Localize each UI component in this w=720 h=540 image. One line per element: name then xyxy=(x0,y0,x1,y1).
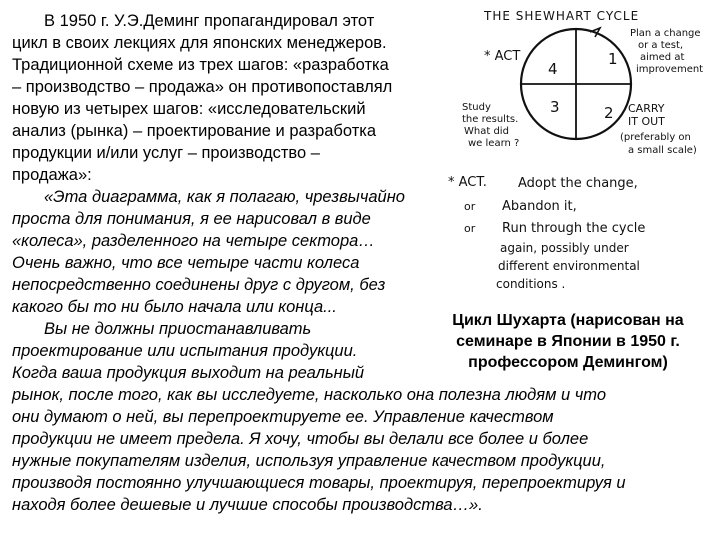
sketch-title: THE SHEWHART CYCLE xyxy=(484,9,640,23)
sector-number-1: 1 xyxy=(608,50,618,68)
study-line-3: What did xyxy=(464,126,509,137)
conditions-text: conditions . xyxy=(496,277,566,291)
quote-line-11: они думают о ней, вы перепроектируете ее. Управление качеством xyxy=(12,408,554,426)
quote-line-1: «Эта диаграмма, как я полагаю, чрезвычайно xyxy=(44,188,405,206)
carry-line-3: (preferably on xyxy=(620,132,691,143)
sector-number-2: 2 xyxy=(604,104,614,122)
paragraph-line-8: продажа»: xyxy=(12,166,92,184)
again-text: again, possibly under xyxy=(500,241,629,255)
quote-line-8: проектирование или испытания продукции. xyxy=(12,342,358,360)
paragraph-line-2: цикл в своих лекциях для японских менеджеров. xyxy=(12,34,387,52)
quote-line-14: производя постоянно улучшающиеся товары, проектируя, перепроектируя и xyxy=(12,474,626,492)
quote-line-15: находя более дешевые и лучшие способы производства…». xyxy=(12,496,483,514)
quote-line-13: нужные покупателям изделия, используя управление качеством продукции, xyxy=(12,452,606,470)
carry-line-4: a small scale) xyxy=(628,145,697,156)
quote-line-6: какого бы то ни было начала или конца... xyxy=(12,298,337,316)
quote-line-7: Вы не должны приостанавливать xyxy=(44,320,312,338)
study-line-2: the results. xyxy=(462,114,519,125)
study-line-1: Study xyxy=(462,102,491,113)
plan-line-4: improvement xyxy=(636,64,704,75)
quote-line-9: Когда ваша продукция выходит на реальный xyxy=(12,364,365,382)
caption-line-2: семинаре в Японии в 1950 г. xyxy=(456,333,680,350)
bottom-act-label: * ACT. xyxy=(448,175,487,190)
quote-line-4: Очень важно, что все четыре части колеса xyxy=(12,254,360,272)
adopt-text: Adopt the change, xyxy=(518,176,638,191)
paragraph-line-3: Традиционной схеме из трех шагов: «разработка xyxy=(12,56,389,74)
carry-line-2: IT OUT xyxy=(628,115,665,128)
caption-line-1: Цикл Шухарта (нарисован на xyxy=(452,312,684,329)
plan-line-3: aimed at xyxy=(640,52,685,63)
quote-line-2: проста для понимания, я ее нарисовал в виде xyxy=(12,210,371,228)
sector-number-3: 3 xyxy=(550,98,560,116)
sector-number-4: 4 xyxy=(548,60,558,78)
or-text-2: or xyxy=(464,222,476,235)
paragraph-line-6: анализ (рынка) – проектирование и разработка xyxy=(12,122,377,140)
plan-line-1: Plan a change xyxy=(630,28,701,39)
study-line-4: we learn ? xyxy=(468,138,520,149)
caption-line-3: профессором Демингом) xyxy=(468,354,668,371)
different-text: different environmental xyxy=(498,259,640,273)
or-text-1: or xyxy=(464,200,476,213)
quote-line-3: «колеса», разделенного на четыре сектора… xyxy=(12,232,375,250)
paragraph-line-4: – производство – продажа» он противопоставлял xyxy=(12,78,393,96)
quote-line-5: непосредственно соединены друг с другом, без xyxy=(12,276,386,294)
act-label: * ACT xyxy=(484,49,521,64)
quote-line-10: рынок, после того, как вы исследуете, насколько она полезна людям и что xyxy=(12,386,606,404)
run-text: Run through the cycle xyxy=(502,221,646,236)
abandon-text: Abandon it, xyxy=(502,199,577,214)
paragraph-line-5: новую из четырех шагов: «исследовательский xyxy=(12,100,366,118)
paragraph-line-7: продукции и/или услуг – производство – xyxy=(12,144,320,162)
quote-line-12: продукции не имеет предела. Я хочу, чтобы вы делали все более и более xyxy=(12,430,589,448)
carry-line-1: CARRY xyxy=(628,102,665,115)
plan-line-2: or a test, xyxy=(638,40,684,51)
paragraph-line-1: В 1950 г. У.Э.Деминг пропагандировал этот xyxy=(44,12,375,30)
shewhart-cycle-sketch xyxy=(440,0,720,300)
figure-caption xyxy=(422,310,714,373)
